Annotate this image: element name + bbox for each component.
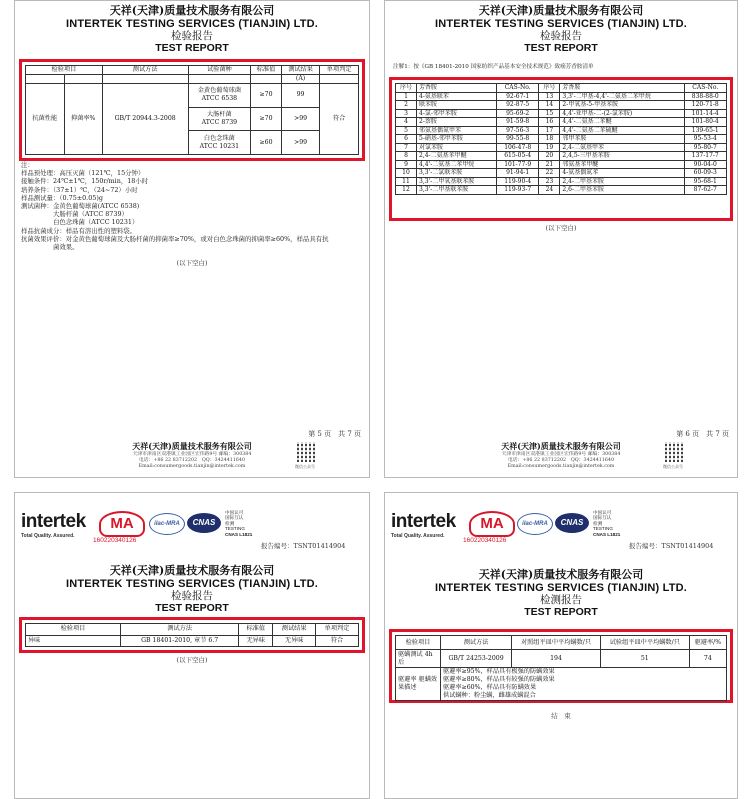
qr-code-icon	[665, 442, 685, 462]
col-header: 序号	[539, 84, 560, 93]
standard-cell: ≥70	[251, 107, 282, 131]
col-header: 试验菌种	[188, 66, 251, 75]
table-cell: GB 18401-2010, 章节 6.7	[121, 635, 239, 647]
table-cell: 119-93-7	[496, 186, 538, 195]
antibacterial-table	[25, 65, 359, 155]
result-cell: >99	[281, 107, 320, 131]
table-cell: 615-05-4	[496, 152, 538, 161]
table-row	[396, 126, 727, 135]
table-row	[396, 177, 727, 186]
col-header: 单项判定	[316, 624, 359, 636]
end-note: 结 束	[551, 712, 571, 720]
table-cell: 驱螨测试 4h 后	[396, 650, 441, 668]
strain-cell: 金黄色葡萄球菌 ATCC 6538	[188, 84, 251, 108]
table-cell: 16	[539, 118, 560, 127]
report-en: TEST REPORT	[524, 42, 598, 55]
table-cell: 95-69-2	[496, 109, 538, 118]
company-en: INTERTEK TESTING SERVICES (TIANJIN) LTD.	[65, 577, 319, 590]
table-cell: 4-氨基联苯	[417, 92, 497, 101]
table-cell: 12	[396, 186, 417, 195]
col-header: 芳香胺	[417, 84, 497, 93]
table-row	[396, 143, 727, 152]
table-cell: 91-59-8	[496, 118, 538, 127]
table-cell: 120-71-8	[684, 101, 726, 110]
table-row	[396, 152, 727, 161]
table-cell: 87-62-7	[684, 186, 726, 195]
col-header: 序号	[396, 84, 417, 93]
table-cell: 无异味	[239, 635, 273, 647]
col-header: 试验组平皿中平均螨数/只	[600, 636, 689, 650]
table-cell: 2-萘胺	[417, 118, 497, 127]
end-note: (以下空白)	[545, 224, 577, 232]
table-cell: 838-88-0	[684, 92, 726, 101]
col-header: 测试方法	[121, 624, 239, 636]
table-cell: 11	[396, 177, 417, 186]
mite-table	[395, 635, 727, 701]
result-cell: >99	[281, 131, 320, 155]
col-header: 测试结果	[273, 624, 316, 636]
table-cell: 74	[689, 650, 726, 668]
table-cell: 10	[396, 169, 417, 178]
table-cell: 13	[539, 92, 560, 101]
report-page-mite	[384, 492, 738, 799]
table-cell: 4,4'-亚甲基-二-(2-氯苯胺)	[560, 109, 684, 118]
table-cell: 5	[396, 126, 417, 135]
result-cell: 99	[281, 84, 320, 108]
table-cell: 91-94-1	[496, 169, 538, 178]
table-row	[396, 186, 727, 195]
col-header: 标准值	[251, 66, 282, 75]
table-cell: 联苯胺	[417, 101, 497, 110]
table-cell: 18	[539, 135, 560, 144]
eval-label: 驱避率 驱螨效果描述	[396, 668, 441, 701]
col-header: 检验项目	[26, 66, 103, 75]
sub-item-cell: 抑菌率%	[64, 84, 102, 155]
cnas-text: 中国认可 国际互认 检测 TESTING CNAS L1821	[593, 510, 621, 537]
company-cn: 天祥(天津)质量技术服务有限公司	[109, 4, 275, 17]
report-cn: 检验报告	[171, 590, 213, 603]
company-en: INTERTEK TESTING SERVICES (TIANJIN) LTD.	[434, 17, 688, 30]
col-header: 测试方法	[102, 66, 188, 75]
page-number: 第 5 页 共 7 页	[308, 430, 361, 438]
table-cell: 4	[396, 118, 417, 127]
footer: 天祥(天津)质量技术服务有限公司 天津市津南区双港镇工业园区宏伟路9号 邮编：300384 电话：+86 22 83712202 QQ：3424411640 Email:consumergoods.tianjin@intertek.com	[501, 441, 621, 470]
table-cell: 1	[396, 92, 417, 101]
odor-table	[25, 623, 359, 647]
col-header: 对照组平皿中平均螨数/只	[512, 636, 601, 650]
standard-cell: ≥70	[251, 84, 282, 108]
intertek-logo: intertek Total Quality. Assured.	[391, 511, 456, 539]
ma-number: 160220340126	[463, 537, 507, 544]
table-cell: 邻甲苯胺	[560, 135, 684, 144]
table-cell: 97-56-3	[496, 126, 538, 135]
table-cell: 101-77-9	[496, 160, 538, 169]
ma-number: 160220340126	[93, 537, 137, 544]
ma-mark-icon: MA	[469, 511, 515, 537]
table-cell: 92-67-1	[496, 92, 538, 101]
report-page-6	[384, 0, 738, 478]
table-cell: 无异味	[273, 635, 316, 647]
table-cell: 3,3'-二甲基联苯胺	[417, 186, 497, 195]
table-row	[396, 109, 727, 118]
table-cell: 4,4'-二氨基二苯醚	[560, 118, 684, 127]
col-header: 测试结果	[281, 66, 320, 75]
table-cell: 15	[539, 109, 560, 118]
amine-table	[395, 83, 727, 195]
company-cn: 天祥(天津)质量技术服务有限公司	[478, 4, 644, 17]
cnas-logo: CNAS	[555, 513, 589, 533]
antibacterial-table-box	[19, 59, 365, 161]
table-cell: 3,3'-二甲氧基联苯胺	[417, 177, 497, 186]
table-cell: 17	[539, 126, 560, 135]
ma-mark-icon: MA	[99, 511, 145, 537]
eval-text: 驱避率≥95%，样品具有极强的防螨效果 驱避率≥80%，样品具有较强的防螨效果 驱避率≥60%，样品具有防螨效果 供试螨种：粉尘螨，雌雄成螨混合	[441, 668, 727, 701]
footer: 天祥(天津)质量技术服务有限公司 天津市津南区双港镇工业园区宏伟路9号 邮编：300384 电话：+86 22 83712202 QQ：3424411640 Email:consumergoods.tianjin@intertek.com	[132, 441, 252, 470]
col-header: 芳香胺	[560, 84, 684, 93]
table-cell: 20	[539, 152, 560, 161]
odor-table-box	[19, 617, 365, 653]
report-en: TEST REPORT	[155, 42, 229, 55]
table-cell: 4,4'-二氨基二苯硫醚	[560, 126, 684, 135]
end-note: (以下空白)	[176, 656, 208, 664]
verdict-cell: 符合	[320, 84, 359, 155]
test-notes: 注： 样品预处理：高压灭菌（121℃，15分钟） 接触条件：24℃±1℃，150r/min，18小时 培养条件：（37±1）℃，（24~72）小时 样品测试量：（0.75±0.05)g 测试菌种：金黄色葡萄球菌(ATCC 6538) 大肠杆菌（ATCC 8739） 白色念珠菌（ATCC 10231） 样品抗菌成分：样品有溶出性的塑料袋。 抗菌效果评价：对金黄色葡萄球菌及大肠杆菌的抑菌率≥70%，或对白色念珠菌的抑菌率≥60%，样品具有抗 菌效果。	[21, 161, 329, 252]
report-number: 报告编号：TSNT01414904	[261, 542, 346, 550]
table-cell: 对氯苯胺	[417, 143, 497, 152]
table-cell: 3,3'-二甲基-4,4'-二氨基二苯甲烷	[560, 92, 684, 101]
table-cell: 2,4-二甲基苯胺	[560, 177, 684, 186]
table-cell: 2-甲氧基-5-甲基苯胺	[560, 101, 684, 110]
table-cell: 2	[396, 101, 417, 110]
table-cell: 5-硝基-邻甲苯胺	[417, 135, 497, 144]
company-cn: 天祥(天津)质量技术服务有限公司	[109, 564, 275, 577]
col-header: 测试方法	[441, 636, 512, 650]
table-cell: 2,4,5-三甲基苯胺	[560, 152, 684, 161]
unit-cell: (A)	[281, 75, 320, 84]
report-en: TEST REPORT	[524, 606, 598, 619]
table-cell: 23	[539, 177, 560, 186]
table-cell: 9	[396, 160, 417, 169]
table-cell: GB/T 24253-2009	[441, 650, 512, 668]
ilac-mra-logo: ilac-MRA	[149, 513, 185, 535]
table-cell: 95-80-7	[684, 143, 726, 152]
col-header: 标准值	[239, 624, 273, 636]
table-cell: 21	[539, 160, 560, 169]
table-cell: 90-04-0	[684, 160, 726, 169]
report-cn: 检验报告	[171, 30, 213, 43]
intertek-logo: intertek Total Quality. Assured.	[21, 511, 86, 539]
qr-caption: 微信公众号	[295, 464, 315, 469]
table-cell: 符合	[316, 635, 359, 647]
strain-cell: 大肠杆菌 ATCC 8739	[188, 107, 251, 131]
company-en: INTERTEK TESTING SERVICES (TIANJIN) LTD.	[65, 17, 319, 30]
table-cell: 14	[539, 101, 560, 110]
table-cell: 邻氨基偶氮甲苯	[417, 126, 497, 135]
strain-cell: 白色念珠菌 ATCC 10231	[188, 131, 251, 155]
table-cell: 24	[539, 186, 560, 195]
company-en: INTERTEK TESTING SERVICES (TIANJIN) LTD.	[434, 581, 688, 594]
table-cell: 7	[396, 143, 417, 152]
table-cell: 101-14-4	[684, 109, 726, 118]
table-cell: 60-09-3	[684, 169, 726, 178]
page-number: 第 6 页 共 7 页	[676, 430, 729, 438]
item-cell: 抗菌性能	[26, 84, 65, 155]
report-number: 报告编号：TSNT01414904	[629, 542, 714, 550]
table-cell: 92-87-5	[496, 101, 538, 110]
col-header: CAS-No.	[496, 84, 538, 93]
table-row	[396, 92, 727, 101]
table-cell: 95-68-1	[684, 177, 726, 186]
table-cell: 4,4'-二氨基二苯甲烷	[417, 160, 497, 169]
table-cell: 99-55-8	[496, 135, 538, 144]
col-header: 检验项目	[396, 636, 441, 650]
table-cell: 137-17-7	[684, 152, 726, 161]
table-row	[396, 101, 727, 110]
company-cn: 天祥(天津)质量技术服务有限公司	[478, 568, 644, 581]
report-page-odor	[14, 492, 370, 799]
table-cell: 22	[539, 169, 560, 178]
table-cell: 51	[600, 650, 689, 668]
table-cell: 139-65-1	[684, 126, 726, 135]
table-cell: 19	[539, 143, 560, 152]
qr-code-icon	[297, 442, 317, 462]
report-cn: 检验报告	[540, 30, 582, 43]
table-cell: 2,6-二甲基苯胺	[560, 186, 684, 195]
report-cn: 检测报告	[540, 594, 582, 607]
table-cell: 95-53-4	[684, 135, 726, 144]
col-header: 检验项目	[26, 624, 121, 636]
table-cell: 101-80-4	[684, 118, 726, 127]
table-cell: 3	[396, 109, 417, 118]
table-row	[396, 160, 727, 169]
report-en: TEST REPORT	[155, 602, 229, 615]
table-row	[396, 118, 727, 127]
table-cell: 异味	[26, 635, 121, 647]
col-header: 驱避率/%	[689, 636, 726, 650]
table-cell: 2,4-二氨基甲苯	[560, 143, 684, 152]
cnas-logo: CNAS	[187, 513, 221, 533]
report-page-5	[14, 0, 370, 478]
qr-caption: 微信公众号	[663, 464, 683, 469]
table-cell: 6	[396, 135, 417, 144]
table-row	[396, 169, 727, 178]
table-cell: 106-47-8	[496, 143, 538, 152]
table-cell: 3,3'-二氯联苯胺	[417, 169, 497, 178]
table-row	[396, 135, 727, 144]
table-cell: 8	[396, 152, 417, 161]
standard-cell: ≥60	[251, 131, 282, 155]
amine-list-intro: 注解1：按《GB 18401-2010 国家纺织产品基本安全技术规范》致癌芳香胺清单	[393, 64, 594, 70]
table-cell: 119-90-4	[496, 177, 538, 186]
table-cell: 4-氯-邻甲苯胺	[417, 109, 497, 118]
table-cell: 邻氨基苯甲醚	[560, 160, 684, 169]
col-header: CAS-No.	[684, 84, 726, 93]
table-cell: 4-氨基偶氮苯	[560, 169, 684, 178]
end-note: (以下空白)	[176, 259, 208, 267]
mite-table-box	[389, 629, 733, 703]
ilac-mra-logo: ilac-MRA	[517, 513, 553, 535]
table-cell: 194	[512, 650, 601, 668]
cnas-text: 中国认可 国际互认 检测 TESTING CNAS L1821	[225, 510, 253, 537]
col-header: 单项判定	[320, 66, 359, 75]
table-cell: 2,4-二氨基苯甲醚	[417, 152, 497, 161]
amine-table-box	[389, 77, 733, 221]
method-cell: GB/T 20944.3-2008	[102, 84, 188, 155]
